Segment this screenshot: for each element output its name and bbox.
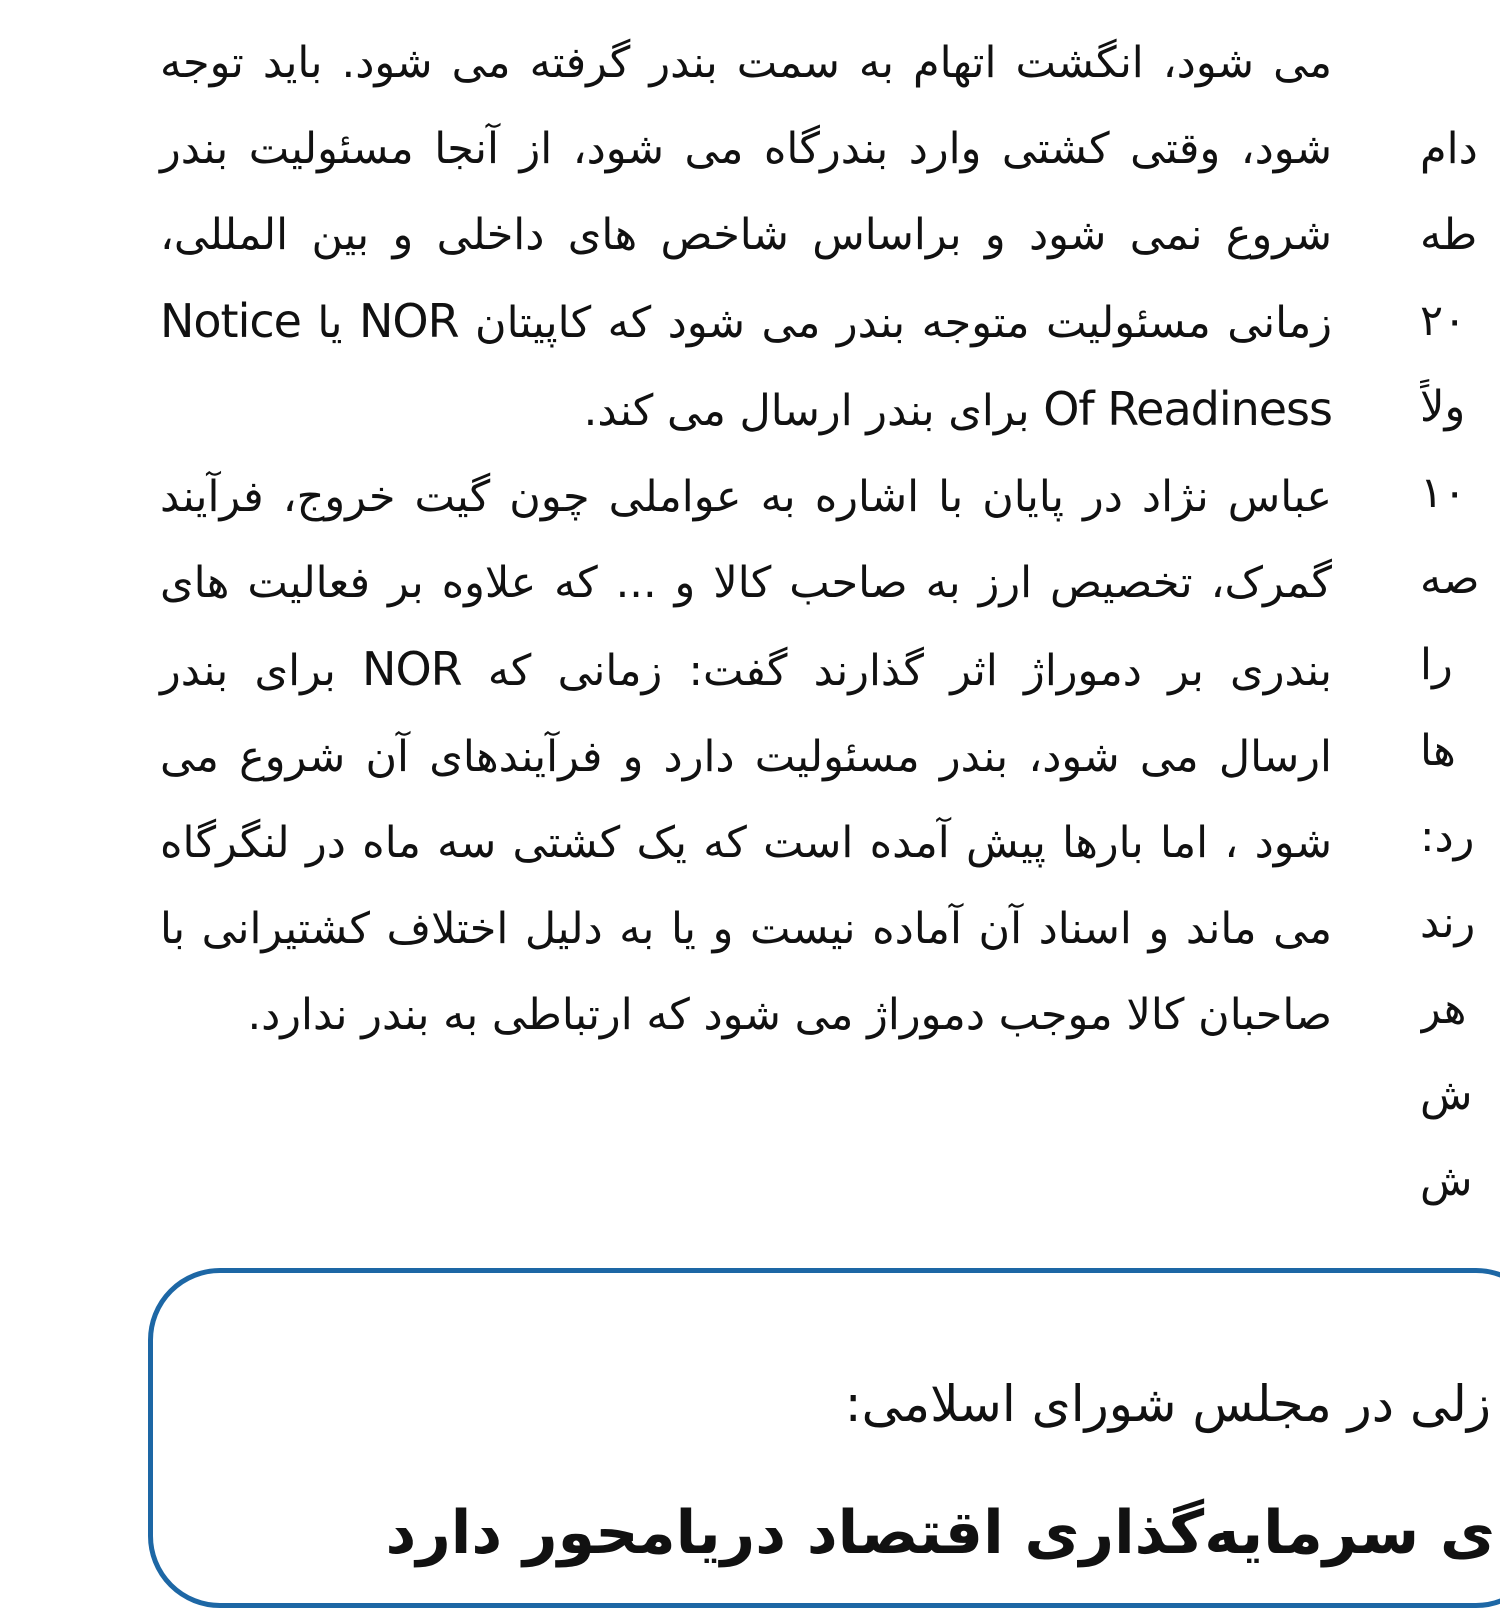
nor-abbreviation: NOR — [358, 294, 459, 348]
column-fragment: ها — [1420, 726, 1456, 776]
column-fragment: رند — [1420, 898, 1476, 948]
article-paragraph-1 — [160, 20, 1332, 454]
box-kicker: زلی در مجلس شورای اسلامی: — [844, 1375, 1491, 1433]
column-fragment: دام — [1420, 124, 1478, 174]
column-fragment: ۲۰ — [1420, 296, 1467, 346]
column-fragment: صه — [1420, 554, 1480, 604]
article-paragraph-2 — [160, 454, 1332, 1058]
paragraph-1-text-end: برای بندر ارسال می کند. — [583, 386, 1044, 436]
nor-abbreviation: NOR — [362, 642, 462, 696]
column-fragment: طه — [1420, 210, 1478, 260]
column-fragment: ش — [1420, 1156, 1473, 1206]
column-fragment: ولاً — [1420, 382, 1466, 432]
column-fragment: را — [1420, 640, 1453, 690]
highlight-box — [148, 1268, 1500, 1608]
column-fragment — [1420, 20, 1500, 106]
column-fragment: رد: — [1420, 812, 1475, 862]
paragraph-2-text-end: برای بندر ارسال می شود، بندر مسئولیت دارد و فرآیندهای آن شروع می شود ، اما بارها پیش آمده است که یک کشتی سه ماه در لنگرگاه می ماند و اسناد آن آماده نیست و یا به دلیل اختلاف کشتیرانی با صاحبان کالا موجب دموراژ می شود که ارتباطی به بندر ندارد. — [160, 646, 1332, 1040]
paragraph-1-text-start: می شود، انگشت اتهام به سمت بندر گرفته می شود. باید توجه شود، وقتی کشتی وارد بندرگاه می شود، از آنجا مسئولیت بندر شروع نمی شود و براساس شاخص های داخلی و بین المللی، زمانی مسئولیت متوجه بندر می شود که کاپیتان — [160, 38, 1333, 348]
paragraph-1-connector: یا — [300, 298, 359, 348]
box-headline: ی سرمایه‌گذاری اقتصاد دریامحور دارد — [385, 1498, 1495, 1568]
notice-of-readiness-term: Notice Of Readiness — [160, 294, 1332, 436]
article-main-column — [160, 20, 1332, 1058]
paragraph-2-text-start: عباس نژاد در پایان با اشاره به عواملی چون گیت خروج، فرآیند گمرک، تخصیص ارز به صاحب کالا و ... که علاوه بر فعالیت های بندری بر دموراژ اثر گذارند گفت: زمانی که — [160, 472, 1332, 696]
column-fragment: ۱۰ — [1420, 468, 1467, 518]
column-fragment: ش — [1420, 1070, 1473, 1120]
adjacent-column-fragments — [1420, 20, 1500, 1224]
column-fragment: هر — [1420, 984, 1467, 1034]
